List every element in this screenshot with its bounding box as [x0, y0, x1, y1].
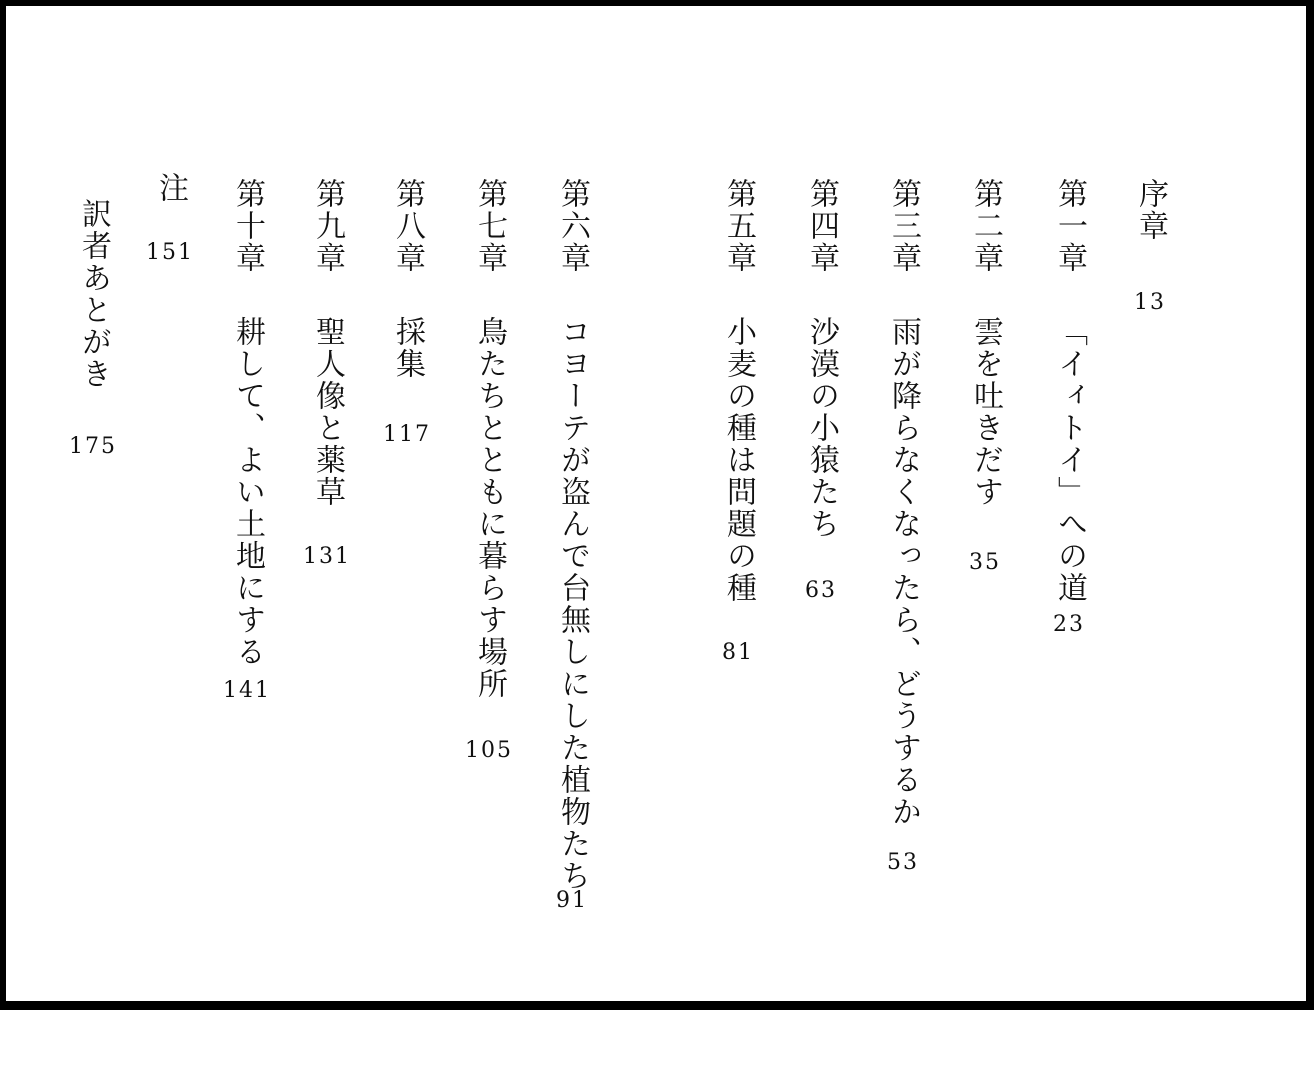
toc-entry-title: 採集 — [390, 316, 425, 380]
toc-entry-label: 第九章 — [310, 178, 345, 274]
toc-entry-label: 第三章 — [886, 178, 921, 274]
toc-entry-page: 63 — [805, 578, 837, 603]
toc-entry-chapter-9[interactable] — [302, 178, 352, 1048]
toc-entry-page: 53 — [887, 850, 919, 875]
toc-entry-label: 第二章 — [968, 178, 1003, 274]
toc-entry-chapter-4[interactable] — [796, 178, 846, 1048]
toc-entry-label: 第四章 — [804, 178, 839, 274]
toc-entry-chapter-1[interactable] — [1044, 178, 1094, 1048]
toc-entry-label: 第七章 — [472, 178, 507, 274]
toc-entry-label: 第六章 — [555, 178, 590, 274]
toc-entry-label: 第一章 — [1052, 178, 1087, 274]
toc-entry-chapter-8[interactable] — [382, 178, 432, 1048]
toc-entry-label: 訳者あとがき — [76, 198, 111, 390]
toc-entry-notes[interactable] — [145, 172, 195, 1042]
toc-entry-chapter-7[interactable] — [464, 178, 514, 1048]
toc-entry-page: 91 — [556, 888, 588, 913]
toc-entry-page: 141 — [223, 678, 271, 703]
toc-entry-prologue[interactable] — [1125, 178, 1175, 1048]
toc-entry-title: 耕して、よい土地にする — [230, 316, 265, 668]
toc-entry-label: 注 — [153, 172, 188, 204]
toc-entry-afterword[interactable] — [68, 198, 118, 1068]
toc-entry-page: 175 — [69, 434, 117, 459]
toc-entry-title: 雨が降らなくなったら、どうするか — [886, 316, 921, 828]
toc-entry-label: 第五章 — [721, 178, 756, 274]
toc-entry-chapter-10[interactable] — [222, 178, 272, 1048]
toc-entry-title: 雲を吐きだす — [968, 316, 1003, 508]
toc-entry-title: 小麦の種は問題の種 — [721, 316, 756, 604]
toc-entry-label: 序章 — [1133, 178, 1168, 242]
toc-entry-chapter-5[interactable] — [713, 178, 763, 1048]
toc-entry-page: 151 — [146, 240, 194, 265]
toc-entry-page: 105 — [465, 738, 513, 763]
toc-entry-page: 81 — [722, 640, 754, 665]
toc-entry-title: 聖人像と薬草 — [310, 316, 345, 508]
toc-entry-page: 35 — [969, 550, 1001, 575]
toc-entry-title: コヨーテが盗んで台無しにした植物たち — [555, 316, 590, 892]
toc-entry-title: 鳥たちとともに暮らす場所 — [472, 316, 507, 700]
toc-entry-title: 沙漠の小猿たち — [804, 316, 839, 540]
toc-entry-chapter-3[interactable] — [878, 178, 928, 1048]
toc-entry-page: 117 — [383, 422, 431, 447]
toc-entry-chapter-2[interactable] — [960, 178, 1010, 1048]
toc-entry-label: 第八章 — [390, 178, 425, 274]
toc-entry-label: 第十章 — [230, 178, 265, 274]
toc-entry-page: 23 — [1053, 612, 1085, 637]
toc-entry-page: 13 — [1134, 290, 1166, 315]
toc-entry-title: 「イィトイ」への道 — [1052, 316, 1087, 604]
toc-entry-chapter-6[interactable] — [547, 178, 597, 1048]
toc-entry-page: 131 — [303, 544, 351, 569]
